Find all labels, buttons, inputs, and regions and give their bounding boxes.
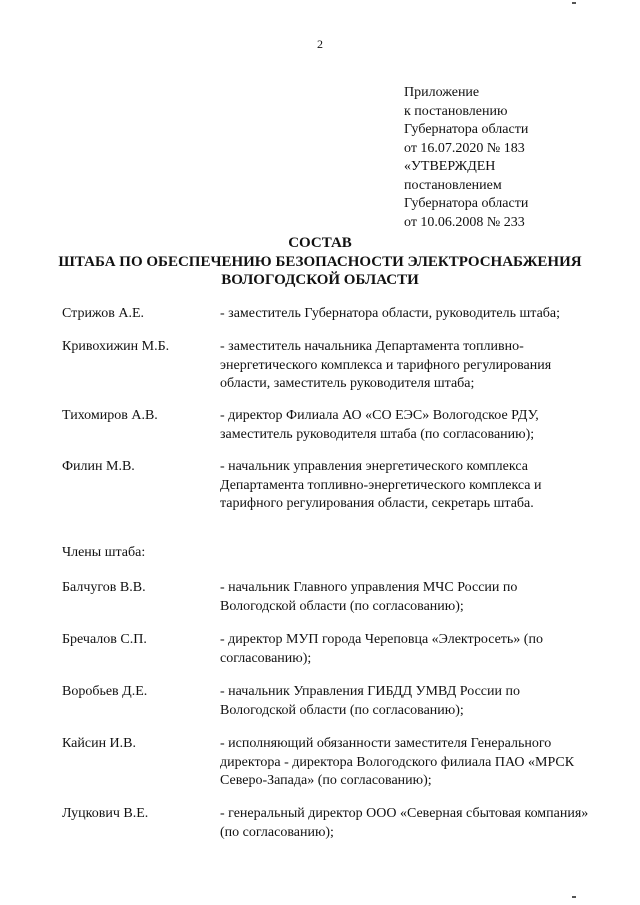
scan-mark [572, 2, 576, 4]
approval-line: Губернатора области [404, 196, 529, 211]
member-role: - начальник управления энергетического комплекса Департамента топливно-энергетического комплекса и тарифного регулирования области, секретарь штаба. [220, 459, 542, 511]
member-role: - директор МУП города Череповца «Электросеть» (по согласованию); [220, 632, 543, 666]
approval-block [404, 84, 624, 232]
member-name: Кривохижин М.Б. [62, 339, 170, 354]
approval-line: «УТВЕРЖДЕН [404, 159, 496, 174]
title-line: ШТАБА ПО ОБЕСПЕЧЕНИЮ БЕЗОПАСНОСТИ ЭЛЕКТРОСНАБЖЕНИЯ [58, 253, 582, 270]
member-name: Балчугов В.В. [62, 580, 146, 595]
member-role: - заместитель Губернатора области, руководитель штаба; [220, 306, 561, 321]
member-role: - директор Филиала АО «СО ЕЭС» Вологодское РДУ, заместитель руководителя штаба (по согласованию); [220, 408, 539, 442]
member-name: Тихомиров А.В. [62, 408, 158, 423]
member-role: - начальник Управления ГИБДД УМВД России по Вологодской области (по согласованию); [220, 684, 520, 718]
member-role: - исполняющий обязанности заместителя Генерального директора - директора Вологодского филиала ПАО «МРСК Северо-Запада» (по согласованию); [220, 736, 575, 788]
member-role: - заместитель начальника Департамента топливно-энергетического комплекса и тарифного регулирования области, заместитель руководителя штаба; [220, 339, 552, 391]
member-role: - генеральный директор ООО «Северная сбытовая компания» (по согласованию); [220, 806, 589, 840]
member-name: Кайсин И.В. [62, 736, 137, 751]
members-section-label: Члены штаба: [62, 545, 146, 560]
member-name: Стрижов А.Е. [62, 306, 145, 321]
approval-line: от 16.07.2020 № 183 [404, 140, 525, 156]
approval-line: Губернатора области [404, 122, 529, 137]
page-number: 2 [317, 37, 323, 51]
approval-line: Приложение [404, 85, 480, 100]
title-line: ВОЛОГОДСКОЙ ОБЛАСТИ [221, 272, 419, 288]
member-name: Воробьев Д.Е. [62, 684, 148, 699]
member-role: - начальник Главного управления МЧС России по Вологодской области (по согласованию); [220, 580, 518, 614]
approval-line: от 10.06.2008 № 233 [404, 214, 525, 230]
approval-line: к постановлению [404, 103, 508, 119]
scan-mark [572, 896, 576, 898]
approval-line: постановлением [404, 177, 502, 193]
member-name: Луцкович В.Е. [62, 806, 149, 821]
member-name: Бречалов С.П. [62, 632, 147, 647]
document-title [0, 234, 640, 290]
member-name: Филин М.В. [62, 459, 135, 474]
title-line: СОСТАВ [288, 235, 352, 251]
